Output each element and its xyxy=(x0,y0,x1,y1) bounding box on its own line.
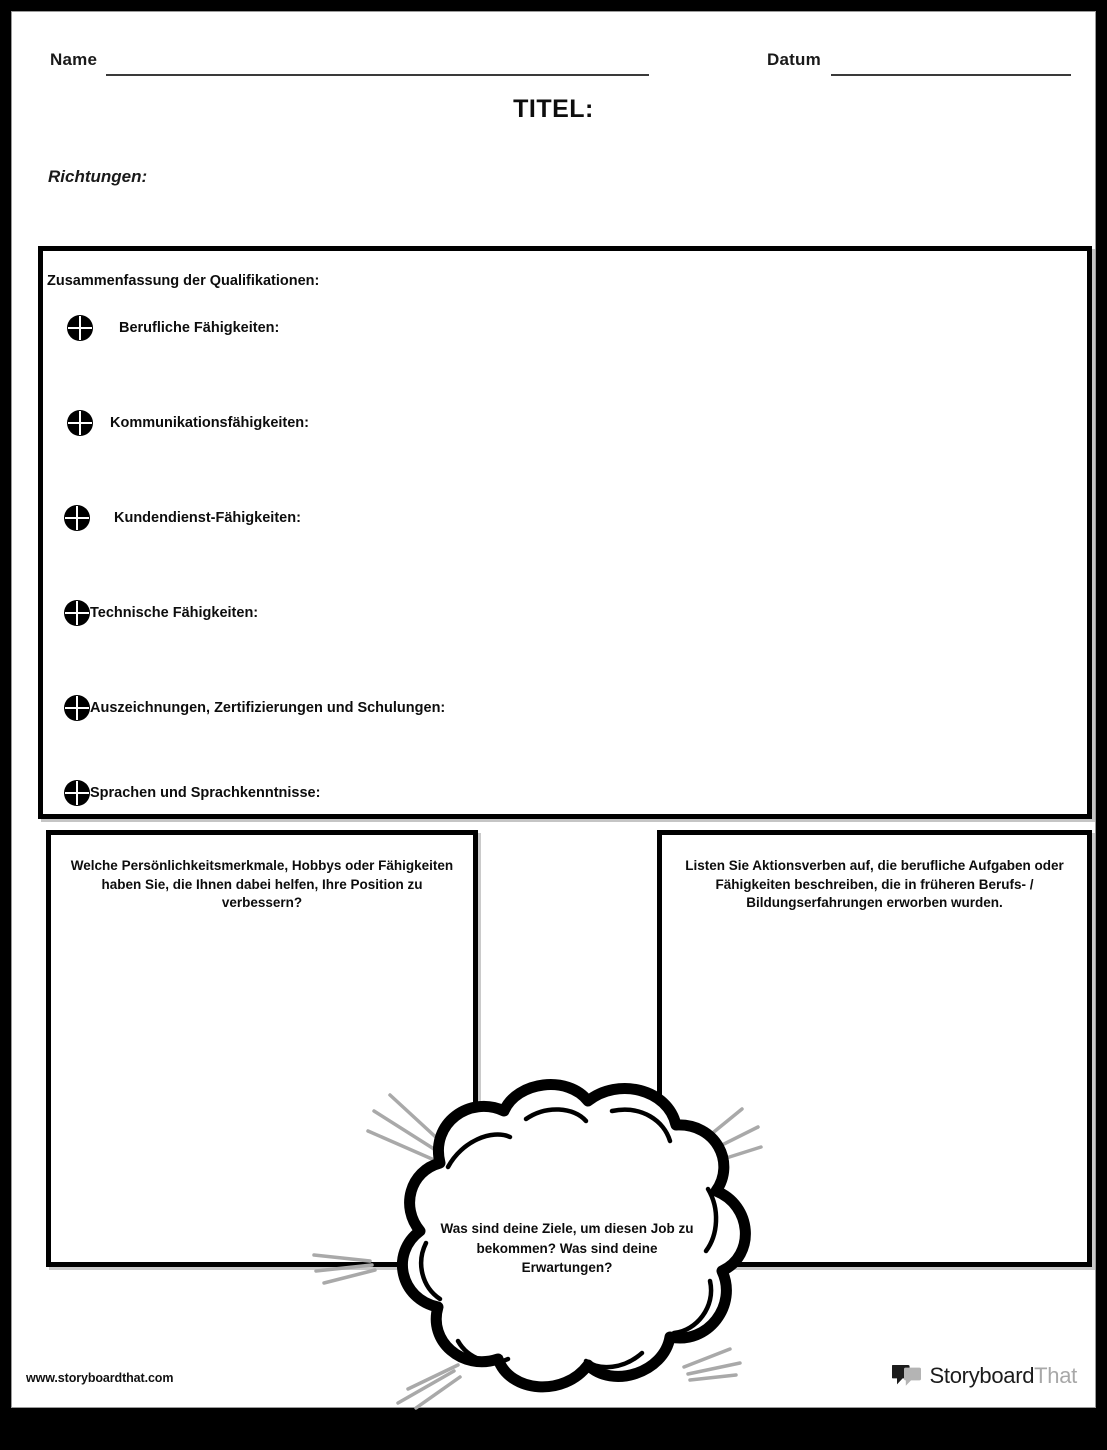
page-title: TITEL: xyxy=(513,95,594,123)
crosshair-bullet-icon xyxy=(67,315,93,341)
list-item-label: Berufliche Fähigkeiten: xyxy=(119,320,280,336)
cloud-prompt: Was sind deine Ziele, um diesen Job zu bekommen? Was sind deine Erwartungen? xyxy=(440,1221,694,1276)
list-item-label: Technische Fähigkeiten: xyxy=(90,605,259,621)
header-fields xyxy=(12,48,1095,82)
date-input-line[interactable] xyxy=(831,74,1071,76)
crosshair-bullet-icon xyxy=(64,780,90,806)
name-input-line[interactable] xyxy=(106,74,649,76)
crosshair-bullet-icon xyxy=(64,600,90,626)
footer-url[interactable]: www.storyboardthat.com xyxy=(26,1371,174,1385)
directions-label: Richtungen: xyxy=(48,167,148,186)
brand-wordmark-dark: Storyboard xyxy=(929,1363,1035,1388)
thought-cloud[interactable] xyxy=(312,1067,812,1412)
list-item xyxy=(67,315,279,341)
qualifications-box[interactable] xyxy=(38,246,1092,819)
brand-wordmark-light: That xyxy=(1034,1363,1077,1388)
date-label: Datum xyxy=(767,50,821,69)
list-item xyxy=(64,780,320,806)
list-item xyxy=(64,600,258,626)
list-item xyxy=(64,695,445,721)
answer-prompt-action-verbs: Listen Sie Aktionsverben auf, die berufliche Aufgaben oder Fähigkeiten beschreiben, die in früheren Berufs- / Bildungserfahrungen erworben wurden. xyxy=(685,858,1064,911)
answer-prompt-traits: Welche Persönlichkeitsmerkmale, Hobbys oder Fähigkeiten haben Sie, die Ihnen dabei helfen, Ihre Position zu verbessern? xyxy=(70,858,454,911)
brand-wordmark xyxy=(930,1363,1077,1389)
list-item-label: Auszeichnungen, Zertifizierungen und Schulungen: xyxy=(90,700,446,716)
name-label: Name xyxy=(50,50,98,69)
list-item xyxy=(64,505,301,531)
speech-bubbles-icon xyxy=(892,1363,922,1389)
list-item-label: Sprachen und Sprachkenntnisse: xyxy=(90,785,321,801)
list-item-label: Kundendienst-Fähigkeiten: xyxy=(114,510,301,526)
qualifications-heading: Zusammenfassung der Qualifikationen: xyxy=(47,273,320,289)
crosshair-bullet-icon xyxy=(67,410,93,436)
page-sheet xyxy=(11,11,1096,1408)
storyboardthat-logo[interactable] xyxy=(892,1363,1077,1389)
crosshair-bullet-icon xyxy=(64,505,90,531)
list-item-label: Kommunikationsfähigkeiten: xyxy=(110,415,309,431)
crosshair-bullet-icon xyxy=(64,695,90,721)
list-item xyxy=(67,410,309,436)
